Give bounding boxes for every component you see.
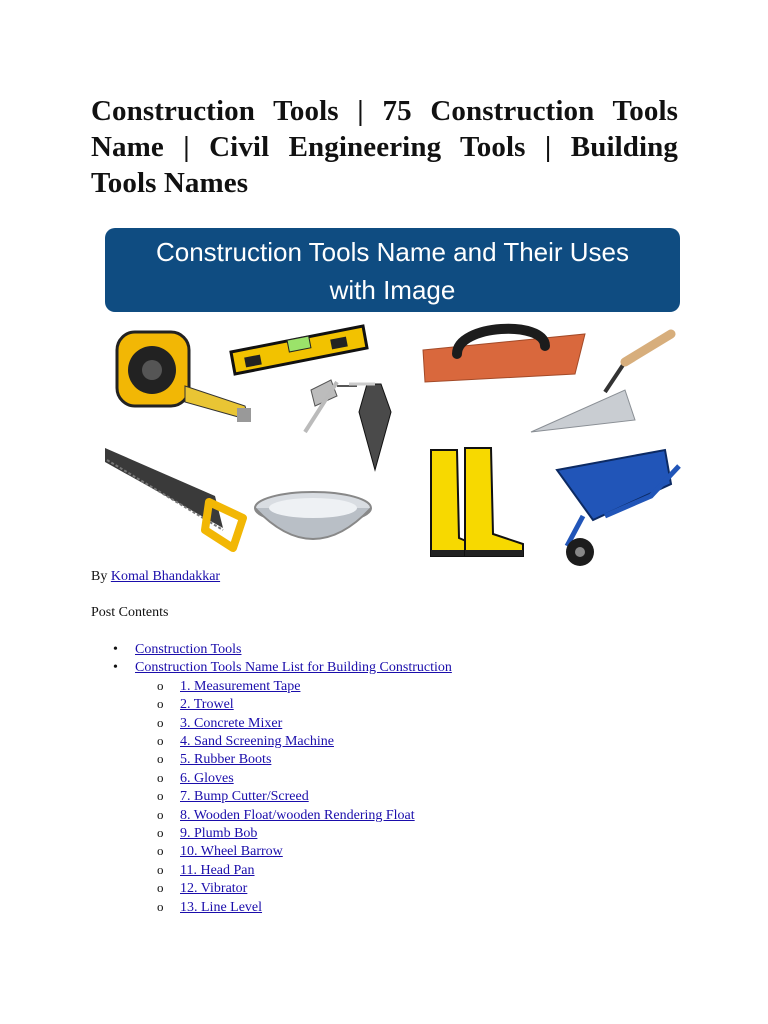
toc-sublink[interactable]: 4. Sand Screening Machine: [180, 734, 334, 750]
toc-sublink[interactable]: 9. Plumb Bob: [180, 826, 258, 842]
toc-sublink[interactable]: 11. Head Pan: [180, 862, 255, 878]
tools-collage: [105, 320, 682, 568]
toc-link-construction-tools[interactable]: Construction Tools: [135, 642, 242, 657]
wooden-float-icon: [423, 329, 585, 382]
plumb-bob-icon: [305, 380, 391, 470]
byline-prefix: By: [91, 569, 108, 584]
toc-item: [91, 659, 678, 917]
author-link[interactable]: Komal Bhandakkar: [110, 569, 221, 584]
toc-sublist: [135, 678, 678, 917]
toc-sublink[interactable]: 5. Rubber Boots: [180, 752, 272, 768]
hero-banner: [105, 228, 680, 312]
toc-sublink[interactable]: 1. Measurement Tape: [180, 678, 301, 694]
page-title: Construction Tools | 75 Construction Tools Name | Civil Engineering Tools | Building Tools Names: [91, 95, 678, 199]
head-pan-icon: [255, 492, 371, 539]
toc-subitem: [135, 862, 678, 880]
byline: [91, 569, 220, 585]
toc-sublink[interactable]: 7. Bump Cutter/Screed: [180, 789, 309, 805]
toc-subitem: [135, 880, 678, 898]
table-of-contents: [91, 641, 678, 917]
rubber-boots-icon: [431, 448, 523, 556]
toc-subitem: [135, 899, 678, 917]
toc-sublink[interactable]: 13. Line Level: [180, 899, 263, 915]
banner-line-1: Construction Tools Name and Their Uses: [155, 237, 630, 267]
toc-sublink[interactable]: 8. Wooden Float/wooden Rendering Float: [180, 807, 415, 823]
hero-image: [105, 228, 682, 568]
toc-heading: Post Contents: [91, 605, 169, 620]
toc-subitem: [135, 843, 678, 861]
toc-subitem: [135, 825, 678, 843]
toc-link-tools-name-list[interactable]: Construction Tools Name List for Building Construction: [135, 660, 452, 676]
spirit-level-icon: [231, 326, 367, 374]
wheel-barrow-icon: [557, 450, 679, 566]
toc-sublink[interactable]: 3. Concrete Mixer: [180, 715, 283, 731]
measuring-tape-icon: [117, 332, 251, 422]
toc-sublink[interactable]: 10. Wheel Barrow: [180, 844, 283, 860]
toc-subitem: [135, 696, 678, 714]
toc-sublink[interactable]: 2. Trowel: [180, 697, 234, 713]
hand-saw-icon: [105, 448, 243, 548]
toc-sublink[interactable]: 6. Gloves: [180, 770, 234, 786]
toc-subitem: [135, 715, 678, 733]
toc-subitem: [135, 733, 678, 751]
toc-item: [91, 641, 678, 659]
toc-sublink[interactable]: 12. Vibrator: [180, 881, 248, 897]
toc-subitem: [135, 678, 678, 696]
banner-line-2: with Image: [329, 275, 456, 305]
toc-subitem: [135, 770, 678, 788]
toc-subitem: [135, 807, 678, 825]
toc-subitem: [135, 751, 678, 769]
toc-subitem: [135, 788, 678, 806]
